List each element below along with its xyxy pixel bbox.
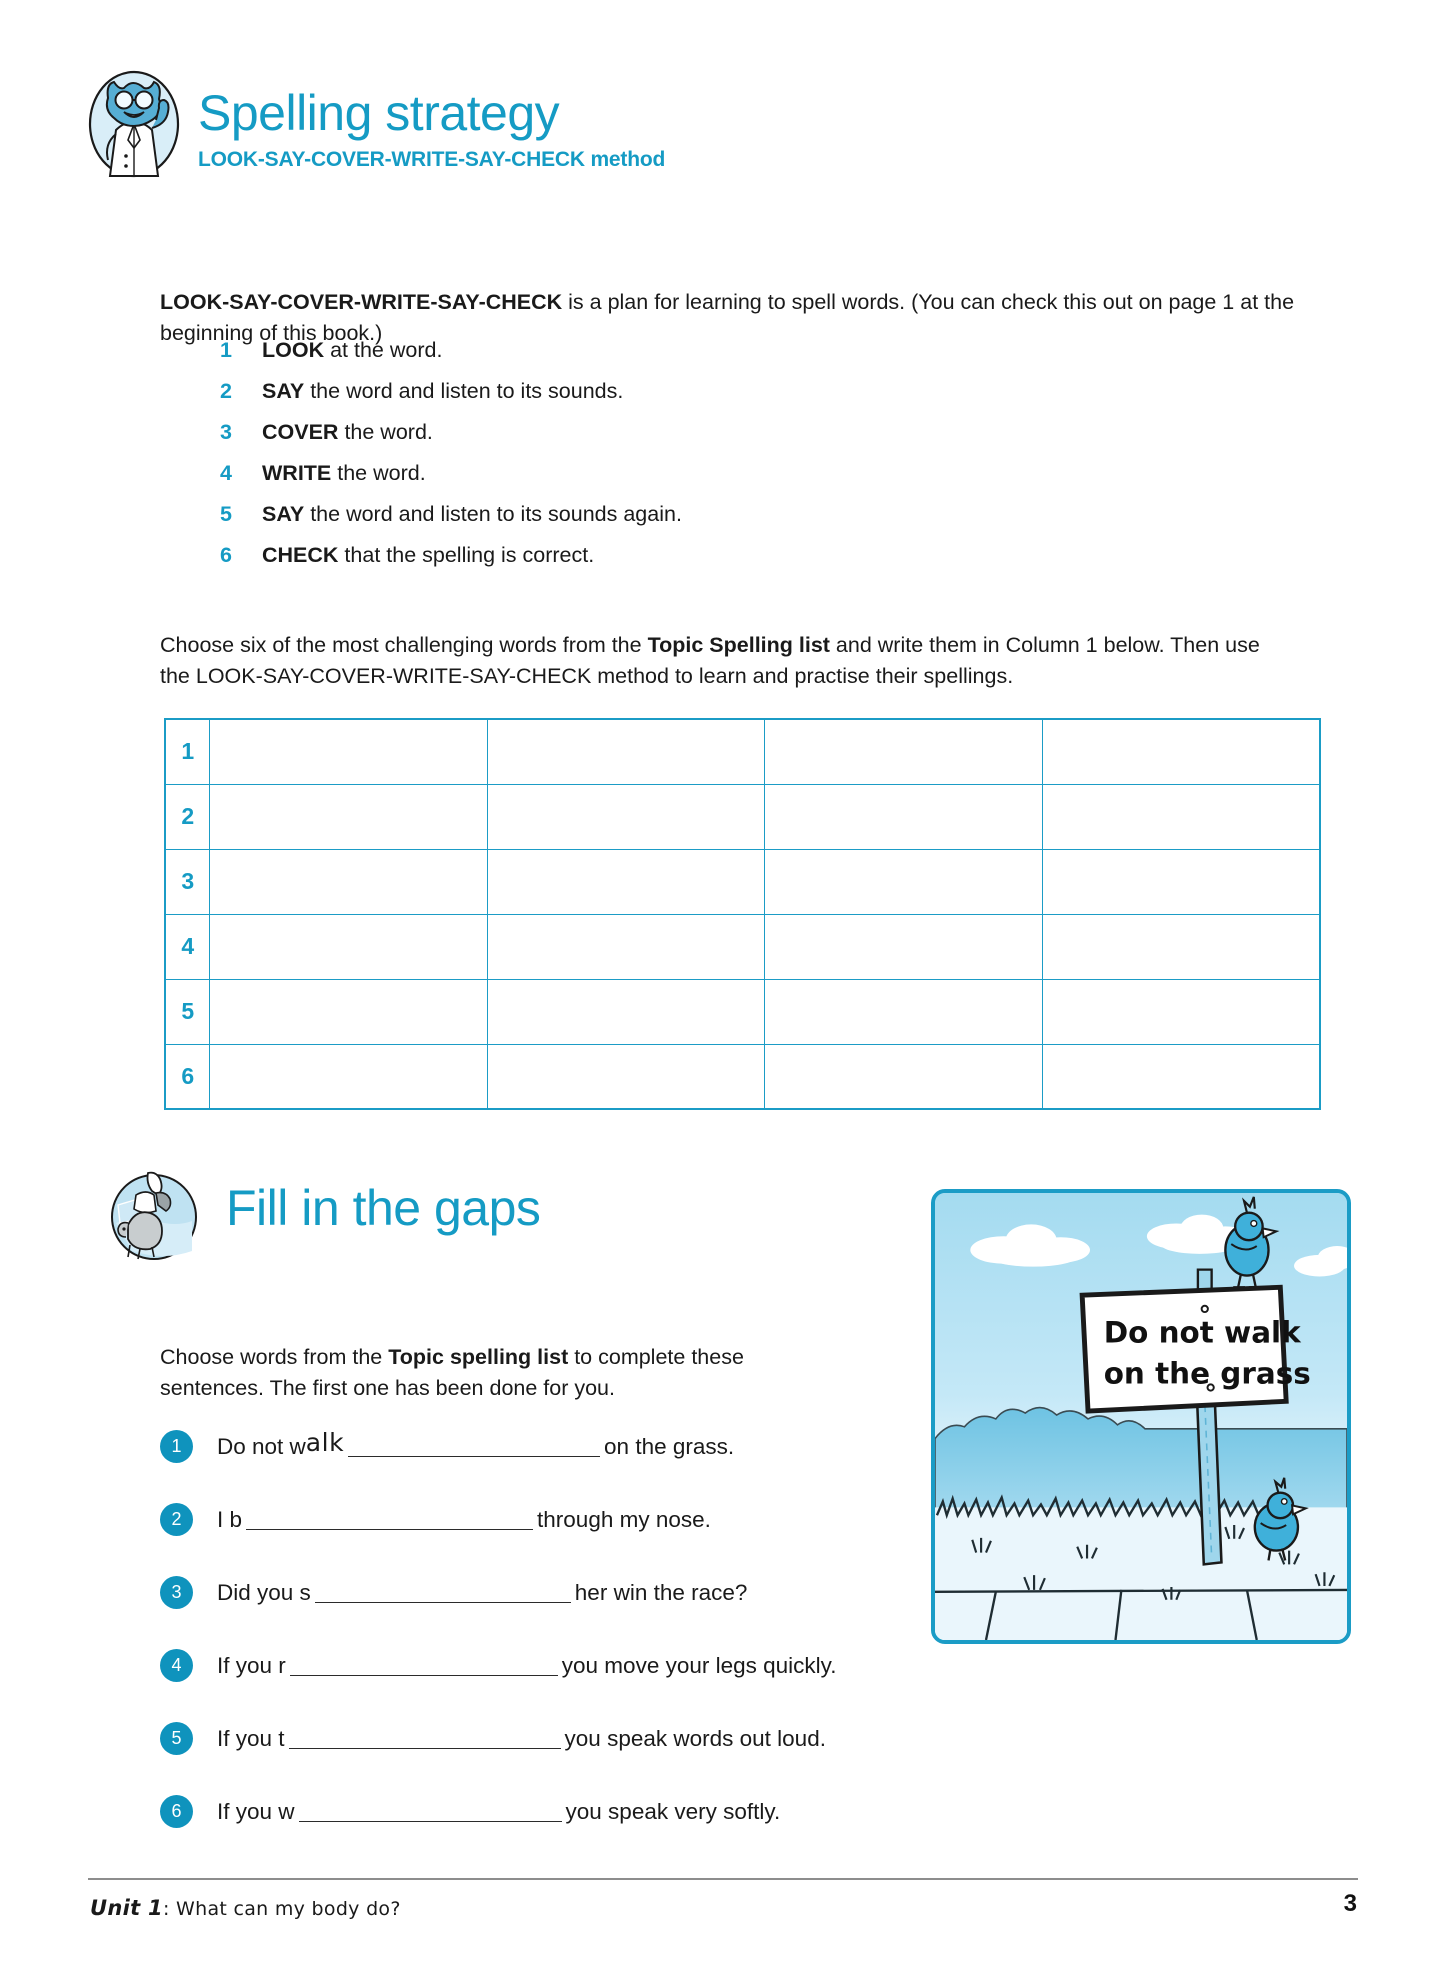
- sentence-before-text: I b: [217, 1506, 243, 1532]
- sentence-after-text: on the grass.: [604, 1433, 735, 1459]
- scientist-cat-mascot-icon: [86, 68, 182, 180]
- table-row[interactable]: [165, 1044, 1320, 1109]
- choose-part2: and write them in Column 1 below. Then use the LOOK-SAY-COVER-WRITE-SAY-CHECK method to learn and practise their spellings.: [160, 632, 1260, 688]
- write-cell[interactable]: [210, 849, 488, 914]
- row-number: 5: [165, 979, 210, 1044]
- header-title-group: [198, 85, 666, 172]
- sign-text-line-2: on the grass: [1103, 1356, 1311, 1391]
- step-text: [262, 420, 433, 445]
- sentence-number-badge: 3: [160, 1576, 193, 1609]
- write-cell[interactable]: [210, 784, 488, 849]
- gaps-section-title: Fill in the gaps: [226, 1180, 541, 1236]
- sentence-number-badge: 1: [160, 1430, 193, 1463]
- sentence-before-text: If you t: [217, 1725, 285, 1751]
- write-cell[interactable]: [765, 719, 1043, 784]
- row-number: 1: [165, 719, 210, 784]
- intro-rest-text: is a plan for learning to spell words. (You can check this out on page 1 at the beginning of this book.): [160, 289, 1295, 345]
- sentence-before-text: Do not w: [217, 1433, 306, 1459]
- write-cell[interactable]: [765, 914, 1043, 979]
- step-body: the word and listen to its sounds.: [304, 379, 624, 403]
- sign-board: [1082, 1287, 1311, 1411]
- write-cell[interactable]: [1042, 784, 1320, 849]
- sentence-after-text: you move your legs quickly.: [561, 1652, 837, 1678]
- write-cell[interactable]: [487, 979, 765, 1044]
- write-cell[interactable]: [1042, 719, 1320, 784]
- write-cell[interactable]: [487, 784, 765, 849]
- write-cell[interactable]: [210, 1044, 488, 1109]
- write-cell[interactable]: [765, 1044, 1043, 1109]
- step-item: [220, 461, 1120, 502]
- table-row[interactable]: [165, 979, 1320, 1044]
- sentence-answer-handwritten: alk: [305, 1428, 345, 1457]
- page-number: 3: [1343, 1890, 1357, 1917]
- step-text: [262, 461, 426, 486]
- row-number: 3: [165, 849, 210, 914]
- step-body: the word and listen to its sounds again.: [304, 502, 682, 526]
- step-text: [262, 379, 623, 404]
- write-cell[interactable]: [765, 784, 1043, 849]
- write-cell[interactable]: [1042, 979, 1320, 1044]
- answer-blank-line[interactable]: [315, 1583, 571, 1603]
- sentence-before-text: If you w: [217, 1798, 295, 1824]
- gaps-intro-part1: Choose words from the: [160, 1344, 389, 1369]
- write-cell[interactable]: [210, 719, 488, 784]
- step-keyword: SAY: [262, 502, 305, 526]
- row-number: 6: [165, 1044, 210, 1109]
- table-row[interactable]: [165, 784, 1320, 849]
- write-cell[interactable]: [487, 914, 765, 979]
- gap-sentence-item[interactable]: [160, 1702, 1320, 1775]
- step-body: at the word.: [324, 338, 443, 362]
- step-number: 5: [220, 502, 232, 526]
- step-number: 4: [220, 461, 232, 485]
- sentence-after-text: through my nose.: [537, 1506, 711, 1532]
- sentence-before-text: Did you s: [217, 1579, 311, 1605]
- grass-sign-illustration: [931, 1189, 1351, 1644]
- sentence-number-badge: 2: [160, 1503, 193, 1536]
- sentence-after-text: her win the race?: [574, 1579, 748, 1605]
- sentence-number-badge: 5: [160, 1722, 193, 1755]
- dog-and-person-mascot-icon: [104, 1165, 204, 1265]
- row-number: 4: [165, 914, 210, 979]
- step-number: 6: [220, 543, 232, 567]
- answer-blank-line[interactable]: [299, 1802, 562, 1822]
- unit-number: Unit 1: [90, 1896, 163, 1920]
- sentence-after-text: you speak words out loud.: [564, 1725, 826, 1751]
- write-cell[interactable]: [765, 979, 1043, 1044]
- step-body: the word.: [338, 420, 433, 444]
- unit-title: : What can my body do?: [162, 1898, 401, 1920]
- step-keyword: COVER: [262, 420, 339, 444]
- step-body: that the spelling is correct.: [338, 543, 595, 567]
- answer-blank-line[interactable]: [348, 1437, 600, 1457]
- table-row[interactable]: [165, 914, 1320, 979]
- answer-blank-line[interactable]: [246, 1510, 533, 1530]
- gap-sentence-item[interactable]: [160, 1775, 1320, 1848]
- step-item: [220, 379, 1120, 420]
- sentence-number-badge: 4: [160, 1649, 193, 1682]
- step-number: 1: [220, 338, 232, 362]
- page-subtitle: LOOK-SAY-COVER-WRITE-SAY-CHECK method: [198, 148, 666, 171]
- footer-unit-label: [90, 1896, 401, 1920]
- step-body: the word.: [331, 461, 426, 485]
- write-cell[interactable]: [487, 1044, 765, 1109]
- illustration-svg: [935, 1193, 1347, 1640]
- row-number: 2: [165, 784, 210, 849]
- spelling-practice-table[interactable]: [164, 718, 1321, 1110]
- write-cell[interactable]: [487, 849, 765, 914]
- write-cell[interactable]: [1042, 849, 1320, 914]
- step-keyword: SAY: [262, 379, 305, 403]
- write-cell[interactable]: [210, 979, 488, 1044]
- write-cell[interactable]: [765, 849, 1043, 914]
- step-item: [220, 543, 1120, 584]
- choose-part1: Choose six of the most challenging words from the: [160, 632, 648, 657]
- step-text: [262, 502, 682, 527]
- write-cell[interactable]: [1042, 914, 1320, 979]
- write-cell[interactable]: [210, 914, 488, 979]
- method-steps-list: [220, 338, 1120, 584]
- write-cell[interactable]: [1042, 1044, 1320, 1109]
- step-keyword: LOOK: [262, 338, 325, 362]
- step-text: [262, 543, 594, 568]
- step-number: 2: [220, 379, 232, 403]
- topic-spelling-list-ref: Topic Spelling list: [647, 632, 830, 657]
- step-number: 3: [220, 420, 232, 444]
- step-keyword: CHECK: [262, 543, 339, 567]
- table-row[interactable]: [165, 849, 1320, 914]
- step-item: [220, 420, 1120, 461]
- intro-lead-text: LOOK-SAY-COVER-WRITE-SAY-CHECK: [160, 289, 563, 314]
- answer-blank-line[interactable]: [289, 1729, 561, 1749]
- page-title: Spelling strategy: [198, 85, 560, 141]
- gaps-intro-part2: to complete these sentences. The first one has been done for you.: [160, 1344, 744, 1401]
- answer-blank-line[interactable]: [290, 1656, 558, 1676]
- sentence-after-text: you speak very softly.: [565, 1798, 781, 1824]
- sentence-number-badge: 6: [160, 1795, 193, 1828]
- fill-in-the-gaps-header: [104, 1165, 724, 1275]
- write-cell[interactable]: [487, 719, 765, 784]
- footer-divider: [88, 1878, 1358, 1880]
- topic-spelling-list-ref: Topic spelling list: [388, 1344, 569, 1369]
- choose-words-instruction: [160, 630, 1280, 692]
- gaps-instruction: [160, 1342, 850, 1406]
- step-text: [262, 338, 442, 363]
- spelling-strategy-header: [86, 68, 1086, 198]
- step-item: [220, 338, 1120, 379]
- step-keyword: WRITE: [262, 461, 332, 485]
- sentence-before-text: If you r: [217, 1652, 286, 1678]
- sign-text-line-1: Do not walk: [1103, 1315, 1301, 1350]
- table-row[interactable]: [165, 719, 1320, 784]
- step-item: [220, 502, 1120, 543]
